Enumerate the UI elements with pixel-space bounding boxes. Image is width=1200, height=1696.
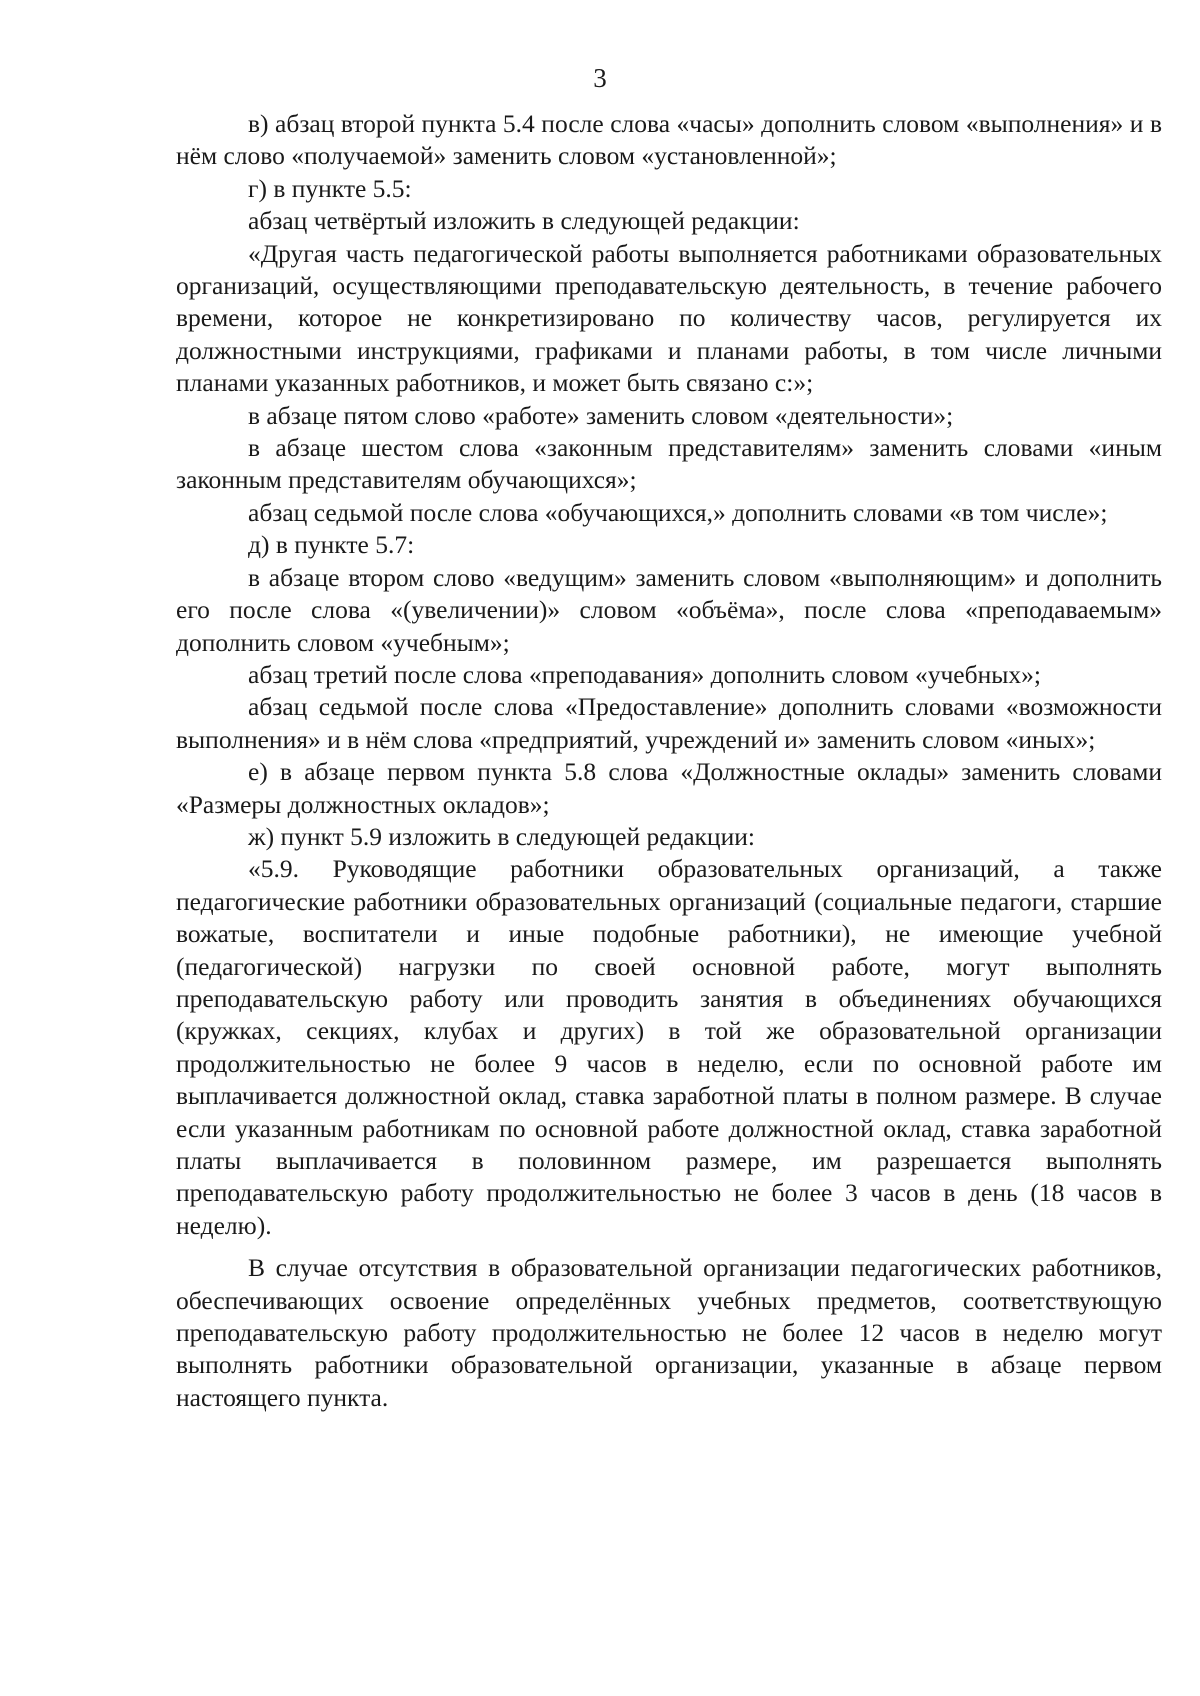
document-body <box>176 108 1162 1414</box>
paragraph-abzac-second-5-7: в абзаце втором слово «ведущим» заменить словом «выполняющим» и дополнить его после слова «(увеличении)» словом «объёма», после слова «преподаваемым» дополнить словом «учебным»; <box>176 562 1162 657</box>
paragraph-absence-case: В случае отсутствия в образовательной организации педагогических работников, обеспечивающих освоение определённых учебных предметов, соответствующую преподавательскую работу продолжительностью не более 12 часов в неделю могут выполнять работники образовательной организации, указанные в абзаце первом настоящего пункта. <box>176 1253 1162 1412</box>
paragraph-item-d-heading: д) в пункте 5.7: <box>248 530 415 560</box>
page-number: 3 <box>593 63 607 93</box>
paragraph-item-e: е) в абзаце первом пункта 5.8 слова «Должностные оклады» заменить словами «Размеры должностных окладов»; <box>176 757 1162 819</box>
paragraph-abzac-sixth: в абзаце шестом слова «законным представителям» заменить словами «иным законным представителям обучающихся»; <box>176 433 1162 495</box>
paragraph-item-v: в) абзац второй пункта 5.4 после слова «часы» дополнить словом «выполнения» и в нём слово «получаемой» заменить словом «установленной»; <box>176 109 1162 171</box>
paragraph-quote-other-part: «Другая часть педагогической работы выполняется работниками образовательных организаций, осуществляющими преподавательскую деятельность, в течение рабочего времени, которое не конкретизировано по количеству часов, регулируется их должностными инструкциями, графиками и планами работы, в том числе личными планами указанных работников, и может быть связано с:»; <box>176 238 1162 398</box>
paragraph-item-g-heading: г) в пункте 5.5: <box>248 173 412 203</box>
paragraph-quote-5-9: «5.9. Руководящие работники образовательных организаций, а также педагогические работники образовательных организаций (социальные педагоги, старшие вожатые, воспитатели и иные подобные работники), не имеющие учебной (педагогической) нагрузки по своей основной работе, могут выполнять преподавательскую работу или проводить занятия в объединениях обучающихся (кружках, секциях, клубах и других) в той же образовательной организации продолжительностью не более 9 часов в неделю, если по основной работе им выплачивается должностной оклад, ставка заработной платы в полном размере. В случае если указанным работникам по основной работе должностной оклад, ставка заработной платы выплачивается в половинном размере, им разрешается выполнять преподавательскую работу продолжительностью не более 3 часов в день (18 часов в неделю). <box>176 854 1162 1240</box>
paragraph-abzac-seventh-5-7: абзац седьмой после слова «Предоставление» дополнить словами «возможности выполнения» и в нём слова «предприятий, учреждений и» заменить словом «иных»; <box>176 692 1162 754</box>
paragraph-abzac-fifth: в абзаце пятом слово «работе» заменить словом «деятельности»; <box>248 400 954 430</box>
paragraph-item-zh-heading: ж) пункт 5.9 изложить в следующей редакции: <box>248 821 755 851</box>
paragraph-abzac-seventh: абзац седьмой после слова «обучающихся,» дополнить словами «в том числе»; <box>248 497 1108 527</box>
paragraph-abzac-fourth: абзац четвёртый изложить в следующей редакции: <box>248 206 800 236</box>
paragraph-abzac-third-5-7: абзац третий после слова «преподавания» дополнить словом «учебных»; <box>248 659 1041 689</box>
